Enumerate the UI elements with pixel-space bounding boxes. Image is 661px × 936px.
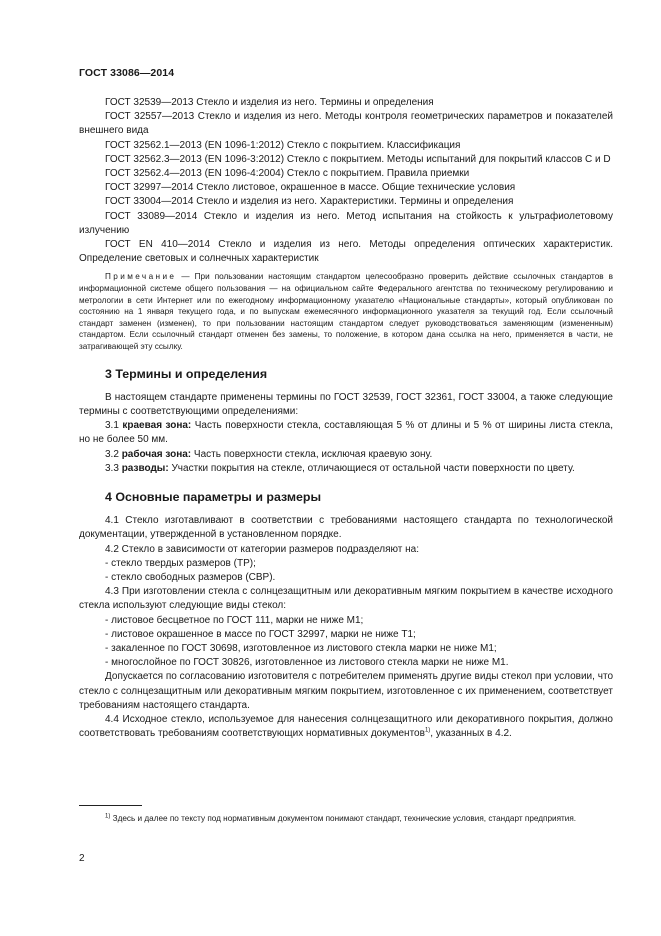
list-item: - стекло свободных размеров (СВР).: [105, 572, 276, 584]
ref-item: ГОСТ 32557—2013 Стекло и изделия из него. Методы контроля геометрических параметров и показателей внешнего вида: [79, 111, 613, 137]
section-3-intro: В настоящем стандарте применены термины по ГОСТ 32539, ГОСТ 32361, ГОСТ 33004, а также следующие термины с соответствующими определениями:: [79, 391, 613, 417]
section-3-title: 3 Термины и определения: [105, 366, 268, 381]
term-name: краевая зона:: [122, 420, 192, 432]
ref-item: ГОСТ 32562.3—2013 (EN 1096-3:2012) Стекло с покрытием. Методы испытаний для покрытий классов С и D: [105, 153, 611, 165]
ref-item: ГОСТ 32539—2013 Стекло и изделия из него. Термины и определения: [105, 97, 434, 108]
page-header: ГОСТ 33086—2014: [79, 67, 175, 79]
ref-item: ГОСТ EN 410—2014 Стекло и изделия из него. Методы определения оптических характеристик. Определение световых и солнечных характеристик: [79, 239, 613, 265]
page-body: [79, 96, 613, 741]
section-4-title: 4 Основные параметры и размеры: [105, 490, 322, 505]
term-3-1: 3.1 краевая зона: Часть поверхности стекла, составляющая 5 % от длины и 5 % от ширины листа стекла, но не более 50 мм.: [79, 420, 613, 446]
term-3-2: 3.2 рабочая зона: Часть поверхности стекла, исключая краевую зону.: [105, 448, 433, 460]
ref-item: ГОСТ 32562.4—2013 (EN 1096-4:2004) Стекло с покрытием. Правила приемки: [105, 168, 470, 180]
footnote-ref[interactable]: 1): [424, 727, 431, 734]
list-item: - листовое окрашенное в массе по ГОСТ 32997, марки не ниже Т1;: [105, 628, 416, 640]
clause-4-3-allowance: Допускается по согласованию изготовителя с потребителем применять другие виды стекол при условии, что стекло с солнцезащитным или декоративным мягким покрытием, изготовленное с их применением, соответствует требованиям настоящего стандарта.: [79, 671, 613, 711]
ref-item: ГОСТ 32997—2014 Стекло листовое, окрашенное в массе. Общие технические условия: [105, 182, 516, 194]
clause-4-1: 4.1 Стекло изготавливают в соответствии с требованиями настоящего стандарта по технологической документации, утвержденной в установленном порядке.: [79, 515, 613, 541]
term-name: рабочая зона:: [121, 448, 192, 460]
note-text: — При пользовании настоящим стандартом целесообразно проверить действие ссылочных стандартов в информационной системе общего пользования — на официальном сайте Федерального агентства по техническому регулированию и метрологии в сети Интернет или по ежегодному информационному указателю «Национальные стандарты», который опубликован по состоянию на 1 января текущего года, и по выпускам ежемесячного информационного указателя за текущий год. Если ссылочный стандарт заменен (изменен), то при пользовании настоящим стандартом следует руководствоваться заменяющим (измененным) стандартом. Если ссылочный стандарт отменен без замены, то положение, в котором дана ссылка на него, применяется в части, не затрагивающей эту ссылку.: [79, 272, 613, 351]
ref-item: ГОСТ 33004—2014 Стекло и изделия из него. Характеристики. Термины и определения: [105, 196, 514, 208]
ref-item: ГОСТ 32562.1—2013 (EN 1096-1:2012) Стекло с покрытием. Классификация: [105, 139, 461, 151]
clause-4-3: 4.3 При изготовлении стекла с солнцезащитным или декоративным мягким покрытием в качестве исходного стекла используют следующие виды стекол:: [79, 586, 613, 612]
clause-4-4: 4.4 Исходное стекло, используемое для нанесения солнцезащитного или декоративного покрытия, должно соответствовать требованиям соответствующих нормативных документов$^{1)}$, указанных в 4.2.: [79, 714, 613, 740]
footnote-mark: 1): [105, 813, 111, 820]
list-item: - многослойное по ГОСТ 30826, изготовленное из листового стекла марки не ниже М1.: [105, 657, 509, 669]
term-3-3: 3.3 разводы: Участки покрытия на стекле, отличающиеся от остальной части поверхности по цвету.: [105, 462, 575, 474]
clause-4-2: 4.2 Стекло в зависимости от категории размеров подразделяют на:: [105, 543, 420, 555]
list-item: - листовое бесцветное по ГОСТ 111, марки не ниже М1;: [105, 614, 364, 626]
term-name: разводы:: [121, 462, 169, 474]
footnote: [79, 813, 613, 825]
page-number: 2: [79, 853, 85, 864]
reference-note: [79, 271, 613, 352]
footnote-separator: [79, 805, 142, 806]
list-item: - закаленное по ГОСТ 30698, изготовленное из листового стекла марки не ниже М1;: [105, 643, 497, 655]
ref-item: ГОСТ 33089—2014 Стекло и изделия из него. Метод испытания на стойкость к ультрафиолетовому излучению: [79, 210, 613, 236]
note-label: Примечание: [105, 272, 177, 282]
footnote-text: Здесь и далее по тексту под нормативным документом понимают стандарт, технические условия, стандарт предприятия.: [110, 814, 577, 823]
list-item: - стекло твердых размеров (ТР);: [105, 557, 256, 569]
